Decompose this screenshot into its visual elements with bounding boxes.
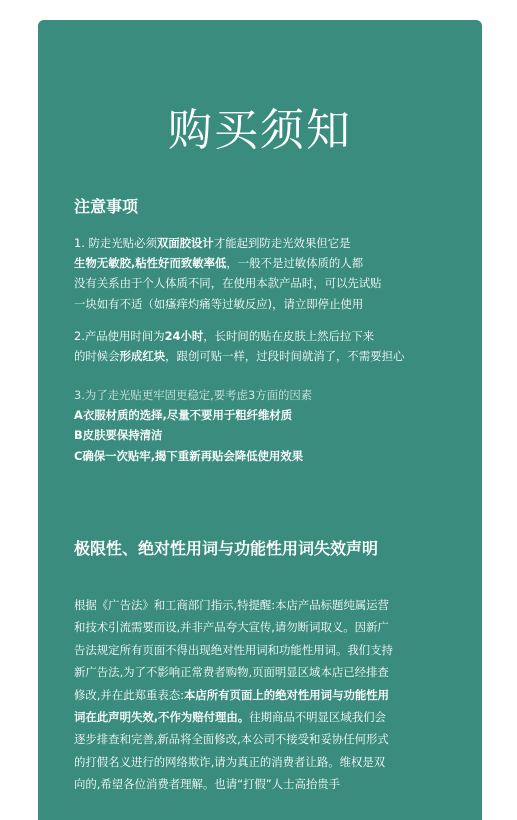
p3-line-3: B皮肤要保持清洁: [74, 428, 163, 443]
disclaimer-line-2: 和技术引流需要而设,并非产品夸大宣传,请勿断词取义。因新广: [74, 620, 389, 635]
disclaimer-line-6: 词在此声明失效,不作为赔付理由。往期商品不明显区域我们会: [74, 710, 386, 725]
notice-heading: 注意事项: [74, 197, 139, 216]
p2-line-1: 2.产品使用时间为24小时，长时间的贴在皮肤上然后拉下来: [74, 329, 375, 343]
p3-line-1: 3.为了走光贴更牢固更稳定,要考虑3方面的因素: [74, 388, 313, 402]
disclaimer-line-1: 根据《广告法》和工商部门指示,特提醒:本店产品标题纯属运营: [74, 598, 390, 612]
notice-card: [38, 20, 482, 820]
disclaimer-line-7: 逐步排查和完善,新品将全面修改,本公司不接受和妥协任何形式: [74, 732, 389, 747]
p2-line-2: 的时候会形成红块，跟创可贴一样，过段时间就消了，不需要担心: [74, 349, 405, 364]
disclaimer-line-8: 的打假名义进行的网络欺诈,请为真正的消费者让路。维权是双: [74, 754, 386, 769]
p3-line-4: C确保一次贴牢,揭下重新再贴会降低使用效果: [74, 448, 304, 463]
notice-paragraph-1: [74, 233, 474, 314]
disclaimer-heading: 极限性、绝对性用词与功能性用词失效声明: [74, 539, 379, 558]
p1-line-4: 一块如有不适（如瘙痒灼痛等过敏反应)，请立即停止使用: [74, 296, 364, 311]
page-title: 购买须知: [168, 105, 352, 156]
disclaimer-line-9: 向的,希望各位消费者理解。也请“打假”人士高抬贵手: [74, 777, 341, 792]
disclaimer-line-4: 新广告法,为了不影响正常费者购物,页面明显区域本店已经排查: [74, 665, 389, 680]
p3-line-2: A衣服材质的选择,尽量不要用于粗纤维材质: [74, 408, 293, 423]
p1-line-2: 生物无敏胶,粘性好而致敏率低，一般不是过敏体质的人都: [74, 256, 364, 271]
disclaimer-line-3: 告法规定所有页面不得出现绝对性用词和功能性用词。我们支持: [74, 642, 393, 657]
notice-paragraph-3: [74, 385, 474, 466]
disclaimer-line-5: 修改,并在此郑重表态:本店所有页面上的绝对性用词与功能性用: [74, 687, 390, 702]
p1-line-1: 1. 防走光贴必须双面胶设计才能起到防走光效果但它是: [74, 236, 351, 250]
disclaimer-paragraph: [74, 594, 474, 796]
p1-line-3: 没有关系由于个人体质不同，在使用本款产品时，可以先试贴: [74, 276, 382, 291]
notice-paragraph-2: [74, 326, 474, 366]
